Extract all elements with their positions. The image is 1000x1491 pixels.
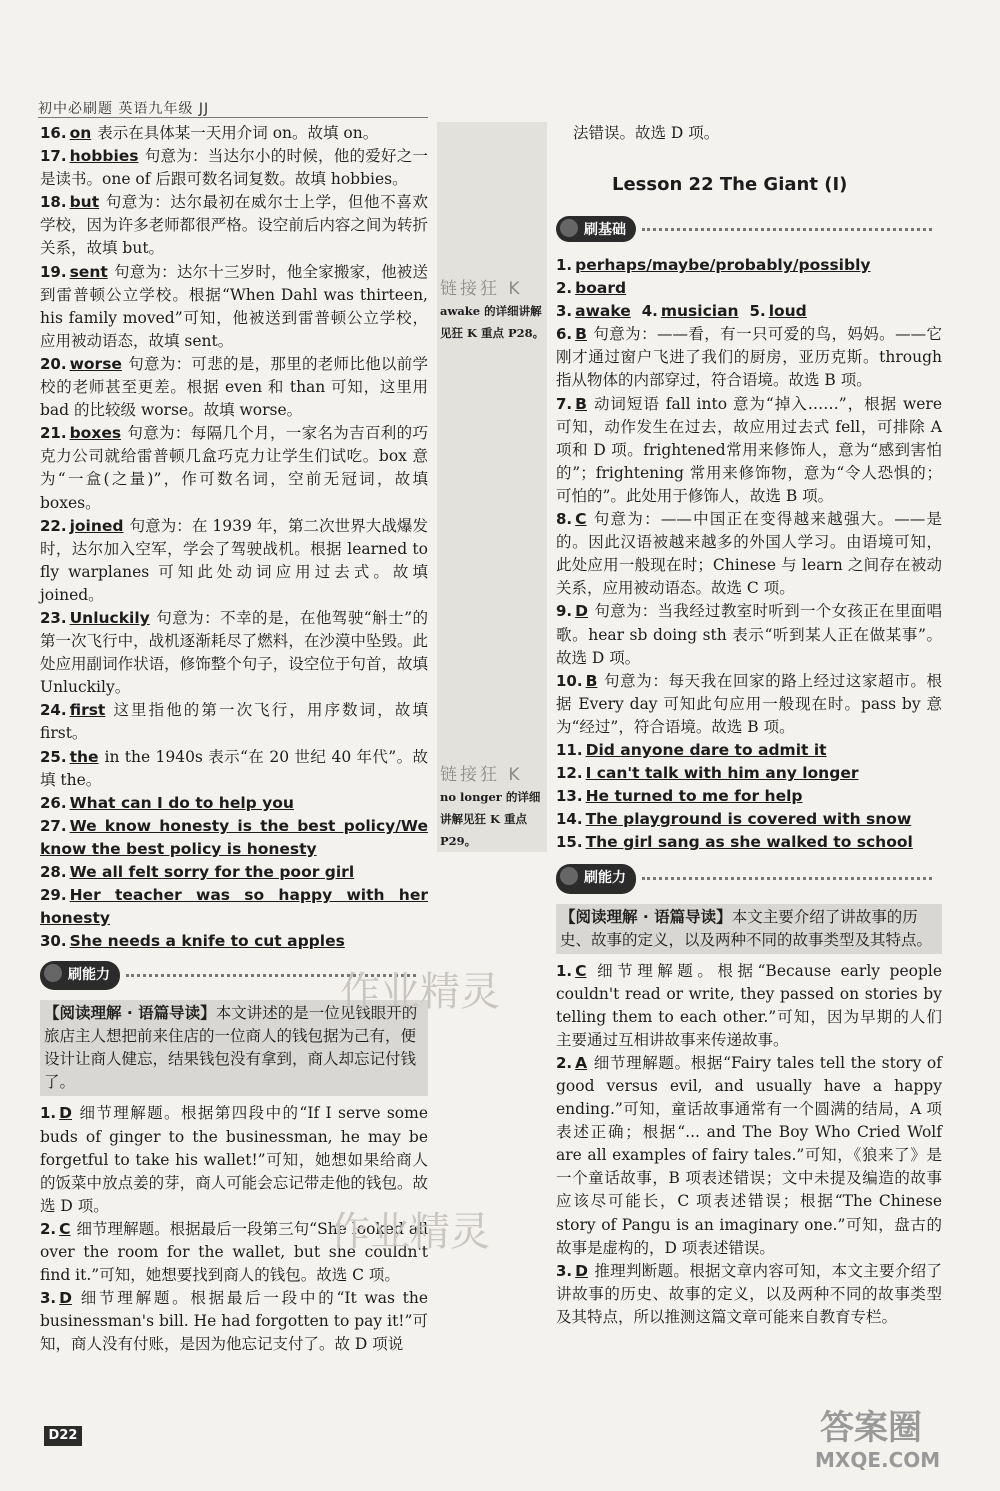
- answer-line-2: 3. awake 4. musician 5. loud: [556, 302, 807, 321]
- sidenote-text: awake 的详细讲解见狂 K 重点 P28。: [440, 304, 545, 340]
- explanation-text: 句意为：当达尔小的时候，他的爱好之一是读书。one of 后跟可数名词复数。故填 hobbies。: [40, 147, 428, 189]
- item-number: 25.: [40, 747, 67, 766]
- item-number: 8.: [556, 510, 573, 529]
- item-number: 3.: [556, 1261, 573, 1280]
- answer-item: [556, 670, 942, 739]
- answer-key: B: [575, 325, 587, 344]
- answer-item: [40, 884, 428, 930]
- item-number: 23.: [40, 608, 67, 627]
- answer-item: [40, 746, 428, 792]
- answer-item: [40, 422, 428, 514]
- answer-sentence: The playground is covered with snow: [585, 810, 912, 829]
- answer-item: [556, 600, 942, 669]
- item-number: 27.: [40, 816, 67, 835]
- explanation-text: 句意为：达尔十三岁时，他全家搬家，他被送到雷普顿公立学校。根据“When Dahl was thirteen, his family moved”可知，他被送到雷普顿公立学校，应用被动语态，故填 sent。: [40, 262, 428, 350]
- item-number: 9.: [556, 602, 573, 621]
- item-number: 17.: [40, 147, 67, 166]
- explanation-text: 这里指他的第一次飞行，用序数词，故填 first。: [40, 701, 428, 743]
- sidenote-head: 链接狂 K: [440, 765, 523, 785]
- ability-tag-right: [556, 864, 942, 893]
- item-number: 18.: [40, 193, 67, 212]
- answer-item: [40, 930, 428, 953]
- answer-key: sent: [69, 262, 108, 281]
- explanation-text: 句意为：不幸的是，在他驾驶“斛士”的第一次飞行中，战机逐渐耗尽了燃料，在沙漠中坠毁。此处应用副词作状语，修饰整个句子，设空位于句首，故填 Unluckily。: [40, 608, 428, 697]
- continuation-text: 法错误。故选 D 项。: [573, 124, 720, 142]
- sidenote-text: no longer 的详细讲解见狂 K 重点 P29。: [440, 790, 541, 848]
- item-number: 7.: [556, 394, 573, 413]
- answer-key: B: [575, 394, 587, 413]
- dotted-rule: [642, 228, 932, 231]
- explanation-text: 细节理解题。根据最后一段第三句“She looked all over the room for the wallet, but she couldn't find it.”可知，她想要找到商人的钱包。故选 C 项。: [40, 1219, 428, 1285]
- answer-key: D: [59, 1289, 73, 1308]
- answer-item: [556, 393, 942, 508]
- answer-sentence: Her teacher was so happy with her honesty: [40, 886, 428, 928]
- explanation-text: 细节理解题。根据“Because early people couldn't read or write, they passed on stories by telling them to each other.”可知，因为早期的人们主要通过互相讲故事来传递故事。: [556, 961, 942, 1049]
- guide-text: 本文讲述的是一位见钱眼开的旅店主人想把前来住店的一位商人的钱包据为己有，便设计让商人健忘，结果钱包没有拿到，商人却忘记付钱了。: [44, 1004, 418, 1092]
- explanation-text: 细节理解题。根据第四段中的“If I serve some buds of ginger to the businessman, he may be forgetful to take his wallet!”可知，她想如果给商人的饭菜中放点姜的芽，商人可能会忘记带走他的钱包。故选 D 项。: [40, 1104, 428, 1215]
- item-number: 26.: [40, 793, 67, 812]
- tag-label: 刷能力: [556, 864, 636, 893]
- right-answers: [556, 254, 942, 1329]
- explanation-text: 句意为：可悲的是，那里的老师比他以前学校的老师甚至更差。根据 even 和 than 可知，这里用 bad 的比较级 worse。故填 worse。: [40, 354, 428, 420]
- right-sentence-list: [556, 739, 942, 854]
- answer-item: [40, 861, 428, 884]
- sidenote-awake: [440, 278, 545, 344]
- page-number: D22: [44, 1426, 82, 1446]
- answer-item: [40, 145, 428, 191]
- running-header: 初中必刷题 英语九年级 JJ: [38, 101, 210, 117]
- right-choice-list: [556, 323, 942, 739]
- site-logo: 答案圈: [820, 1408, 922, 1448]
- item-number: 24.: [40, 701, 67, 720]
- answer-item: [556, 785, 942, 808]
- answer-key: but: [69, 193, 100, 212]
- answer-item: [40, 815, 428, 861]
- answer-item: [556, 323, 942, 392]
- answer-item: [40, 699, 428, 745]
- header-rule: [38, 117, 428, 118]
- tag-label: 刷能力: [40, 961, 120, 990]
- answer-key: B: [585, 671, 598, 690]
- explanation-text: 句意为：——看，有一只可爱的鸟，妈妈。——它刚才通过窗户飞进了我们的厨房，亚历克斯。through 指从物体的内部穿过，符合语境。故选 B 项。: [556, 325, 942, 390]
- explanation-text: 表示在具体某一天用介词 on。故填 on。: [97, 124, 379, 142]
- answer-item: [556, 508, 942, 600]
- left-answer-list: [40, 122, 428, 953]
- right-reading-answers: [556, 960, 942, 1330]
- answer-key: first: [69, 701, 106, 720]
- guide-text: 本文主要介绍了讲故事的历史、故事的定义，以及两种不同的故事类型及其特点。: [560, 907, 933, 949]
- watermark: 作业精灵: [330, 1209, 490, 1255]
- explanation-text: 细节理解题。根据最后一段中的“It was the businessman's bill. He had forgotten to pay it!”可知，商人没有付账，是因为他忘记支付了。故 D 项说: [40, 1289, 428, 1354]
- item-number: 10.: [556, 671, 583, 690]
- answer-item: [556, 739, 942, 762]
- answer-key: joined: [69, 516, 124, 535]
- watermark: 作业精灵: [340, 969, 500, 1015]
- item-number: 28.: [40, 863, 67, 881]
- answer-item: [40, 515, 428, 607]
- explanation-text: 动词短语 fall into 意为“掉入……”，根据 were 可知，动作发生在过去，故应用过去式 fell，可排除 A 项和 D 项。frightened常用来修饰人，意为“感到害怕的”；frightening 常用来修饰物，意为“令人恐惧的；可怕的”。此处用于修饰人，故选 B 项。: [556, 394, 942, 505]
- right-column: [573, 122, 941, 145]
- guide-label: 【阅读理解 · 语篇导读】: [44, 1004, 216, 1023]
- left-column: [40, 122, 428, 1357]
- answer-item: [556, 762, 942, 785]
- answer-sentence: The girl sang as she walked to school: [585, 833, 913, 852]
- explanation-text: 句意为：达尔最初在威尔士上学，但他不喜欢学校，因为许多老师都很严格。设空前后内容之间为转折关系，故填 but。: [40, 193, 428, 258]
- answer-sentence: She needs a knife to cut apples: [69, 932, 345, 951]
- explanation-text: 句意为：每天我在回家的路上经过这家超市。根据 Every day 可知此句应用一般现在时。pass by 意为“经过”，符合语境。故选 B 项。: [556, 671, 942, 736]
- answer-item: [40, 792, 428, 815]
- item-number: 6.: [556, 325, 573, 344]
- sidenote-no-longer: [440, 764, 545, 852]
- item-number: 13.: [556, 787, 583, 806]
- answer-item: [40, 191, 428, 260]
- answer-item: [556, 831, 942, 854]
- answer-key: C: [575, 961, 587, 980]
- item-number: 1.: [556, 961, 573, 980]
- explanation-text: 推理判断题。根据文章内容可知，本文主要介绍了讲故事的历史、故事的定义，以及两种不同的故事类型及其特点，所以推测这篇文章可能来自教育专栏。: [556, 1261, 942, 1326]
- answer-item: [556, 1260, 942, 1329]
- explanation-text: in the 1940s 表示“在 20 世纪 40 年代”。故填 the。: [40, 747, 428, 789]
- sidebar-panel: [437, 122, 547, 852]
- item-number: 29.: [40, 886, 67, 905]
- answer-key: the: [69, 747, 99, 766]
- guide-label: 【阅读理解 · 语篇导读】: [560, 907, 732, 926]
- answer-key: Unluckily: [69, 608, 150, 627]
- answer-key: D: [575, 602, 589, 621]
- item-number: 20.: [40, 354, 67, 373]
- item-number: 16.: [40, 124, 67, 142]
- answer-sentence: We know honesty is the best policy/We know the best policy is honesty: [40, 816, 428, 858]
- lesson-title: Lesson 22 The Giant (Ⅰ): [612, 174, 848, 195]
- answer-sentence: I can't talk with him any longer: [585, 764, 859, 783]
- tag-label: 刷基础: [556, 216, 636, 242]
- item-number: 14.: [556, 810, 583, 829]
- answer-key: hobbies: [69, 147, 139, 166]
- item-number: 11.: [556, 740, 583, 759]
- answer-item: [40, 122, 428, 145]
- answer-sentence: Did anyone dare to admit it: [585, 740, 827, 759]
- answer-item: [40, 353, 428, 422]
- explanation-text: 句意为：当我经过教室时听到一个女孩正在里面唱歌。hear sb doing sth 表示“听到某人正在做某事”。故选 D 项。: [556, 602, 942, 667]
- answer-sentence: He turned to me for help: [585, 787, 803, 806]
- explanation-text: 句意为：每隔几个月，一家名为吉百利的巧克力公司就给雷普顿几盒巧克力让学生们试吃。box 意为“一盒(之量)”，作可数名词，空前无冠词，故填 boxes。: [40, 424, 428, 512]
- item-number: 12.: [556, 764, 583, 783]
- answer-item: [556, 960, 942, 1052]
- answer-line-1: 1. perhaps/maybe/probably/possibly 2. board: [556, 256, 871, 298]
- item-number: 1.: [40, 1104, 57, 1123]
- item-number: 3.: [40, 1289, 57, 1308]
- answer-item: [556, 808, 942, 831]
- site-url: MXQE.COM: [815, 1448, 941, 1472]
- answer-sentence: What can I do to help you: [69, 793, 294, 812]
- reading-guide-right: [556, 904, 942, 954]
- answer-key: A: [575, 1053, 588, 1072]
- item-number: 30.: [40, 932, 67, 951]
- answer-item: [40, 1287, 428, 1356]
- dotted-rule: [642, 877, 932, 880]
- answer-key: C: [575, 510, 587, 529]
- answer-key: boxes: [69, 424, 122, 443]
- item-number: 19.: [40, 262, 67, 281]
- answer-item: [40, 607, 428, 699]
- explanation-text: 句意为：——中国正在变得越来越强大。——是的。因此汉语被越来越多的外国人学习。由语境可知，此处应用一般现在时；Chinese 与 learn 之间存在被动关系，应用被动语态。故选 C 项。: [556, 510, 942, 598]
- sidenote-head: 链接狂 K: [440, 279, 523, 299]
- item-number: 15.: [556, 833, 583, 852]
- item-number: 21.: [40, 424, 67, 443]
- answer-key: D: [59, 1104, 73, 1123]
- item-number: 2.: [556, 1053, 573, 1072]
- item-number: 2.: [40, 1219, 57, 1238]
- answer-item: [40, 261, 428, 353]
- explanation-text: 细节理解题。根据“Fairy tales tell the story of good versus evil, and usually have a happy ending.”可知，童话故事通常有一个圆满的结局，A 项表述正确；根据“... and The Boy Who Cried Wolf are all examples of fairy tales.”可知，《狼来了》是一个童话故事，B 项表述错误；文中未提及编造的故事应该尽可能长，C 项表述错误；根据“The Chinese story of Pangu is an imaginary one.”可知，盘古的故事是虚构的，D 项表述错误。: [556, 1053, 942, 1257]
- explanation-text: 句意为：在 1939 年，第二次世界大战爆发时，达尔加入空军，学会了驾驶战机。根据 learned to fly warplanes 可知此处动词应用过去式。故填 joined。: [40, 516, 428, 604]
- answer-sentence: We all felt sorry for the poor girl: [69, 863, 355, 881]
- answer-item: [556, 1052, 942, 1260]
- basics-tag: [556, 216, 932, 242]
- answer-key: C: [59, 1219, 71, 1238]
- item-number: 22.: [40, 516, 67, 535]
- answer-key: D: [575, 1261, 589, 1280]
- answer-key: worse: [69, 354, 122, 373]
- answer-key: on: [69, 124, 92, 142]
